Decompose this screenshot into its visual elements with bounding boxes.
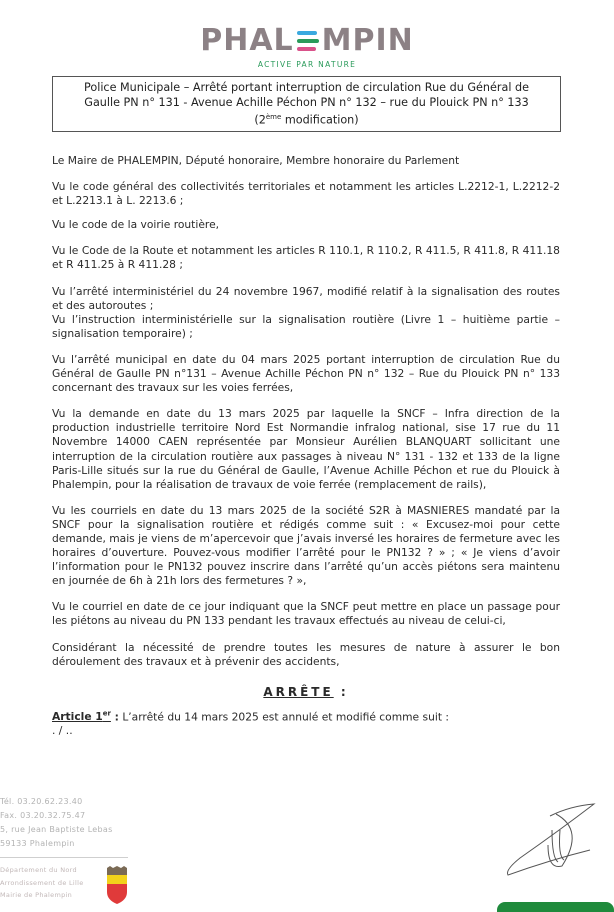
article-1-label: Article 1er: [52, 709, 111, 724]
document-body: [52, 154, 560, 739]
paragraph-arrete-1967: Vu l’arrêté interministériel du 24 novembre 1967, modifié relatif à la signalisation des routes et des autoroutes ;: [52, 284, 560, 312]
paragraph-instruction: Vu l’instruction interministérielle sur la signalisation routière (Livre 1 – huitième partie – signalisation temporaire) ;: [52, 312, 560, 340]
continuation-mark: . / ..: [52, 724, 73, 738]
footer-mairie: Mairie de Phalempin: [0, 891, 73, 899]
paragraph-voirie: Vu le code de la voirie routière,: [52, 218, 220, 232]
logo-left: PHAL: [200, 23, 294, 58]
paragraph-cgct: Vu le code général des collectivités territoriales et notamment les articles L.2212-1, L.2212-2 et L.2213.1 à L. 2213.6 ;: [52, 180, 560, 208]
footer-departement: Département du Nord: [0, 866, 77, 874]
article-1-text: L’arrêté du 14 mars 2025 est annulé et modifié comme suit :: [118, 710, 450, 724]
footer-arrondissement: Arrondissement de Lille: [0, 878, 84, 887]
title-line-3: (2ème modification): [254, 113, 359, 127]
footer-address: 5, rue Jean Baptiste Lebas: [0, 825, 113, 834]
arrete-heading: ARRÊTE :: [263, 684, 349, 699]
document-title-box: [52, 76, 561, 132]
signature: [490, 800, 614, 890]
article-1: Article 1er : L’arrêté du 14 mars 2025 est annulé et modifié comme suit :: [52, 709, 450, 724]
footer-fax: Fax. 03.20.32.75.47: [0, 811, 86, 820]
green-stamp-bar: [497, 902, 614, 912]
title-line-1: Police Municipale – Arrêté portant interruption de circulation Rue du Général de: [84, 81, 529, 94]
logo-tagline: ACTIVE PAR NATURE: [257, 60, 357, 69]
footer-city: 59133 Phalempin: [0, 839, 75, 848]
paragraph-considerant: Considérant la nécessité de prendre toutes les mesures de nature à assurer le bon déroulement des travaux et à prévenir des accidents,: [52, 640, 560, 668]
mayor-line: Le Maire de PHALEMPIN, Député honoraire, Membre honoraire du Parlement: [52, 154, 460, 167]
paragraph-code-route: Vu le Code de la Route et notamment les articles R 110.1, R 110.2, R 411.5, R 411.8, R 411.18 et R 411.25 à R 411.28 ;: [52, 244, 560, 272]
title-line-2: Gaulle PN n° 131 - Avenue Achille Péchon PN n° 132 – rue du Plouick PN n° 133: [84, 96, 529, 109]
paragraph-demande-sncf: Vu la demande en date du 13 mars 2025 par laquelle la SNCF – Infra direction de la production industrielle territoire Nord Est Normandie infralog national, sise 17 rue du 11 Novembre 14000 CAEN représentée par Monsieur Aurélien BLANQUART sollicitant une interruption de la circulation routière aux passages à niveau N° 131 - 132 et 133 de la ligne Paris-Lille situés sur la rue du Général de Gaulle, l’Avenue Achille Péchon et rue du Plouick à Phalempin, pour la réalisation de travaux de voie ferrée (remplacement de rails),: [52, 407, 560, 491]
paragraph-courriels-s2r: Vu les courriels en date du 13 mars 2025 de la société S2R à MASNIERES mandaté par la SNCF pour la signalisation routière et rédigés comme suit : « Excusez-moi pour cette demande, mais je viens de m’apercevoir que j’avais inversé les horaires de fermeture avec les horaires d’ouverture. Pouvez-vous modifier l’arrêté pour le PN132 ? » ; « Je viens d’avoir l’information pour le PN132 pouvez inscrire dans l’arrêté qu’un accès piétons sera maintenu en journée de 6h à 21h lors des fermetures ? »,: [52, 503, 560, 588]
footer-tel: Tél. 03.20.62.23.40: [0, 797, 83, 806]
paragraph-arrete-municipal: Vu l’arrêté municipal en date du 04 mars 2025 portant interruption de circulation Rue du Général de Gaulle PN n°131 – Avenue Achille Péchon PN n° 132 – Rue du Plouick PN n° 133 concernant des travaux sur les voies ferrées,: [52, 352, 560, 395]
paragraph-courriel-pn133: Vu le courriel en date de ce jour indiquant que la SNCF peut mettre en place un passage pour les piétons au niveau du PN 133 pendant les travaux effectués au niveau de celui-ci,: [52, 600, 560, 628]
logo-right: MPIN: [321, 23, 414, 58]
logo-e-stripes-icon: [297, 29, 319, 53]
footer-divider: [0, 857, 128, 858]
phalempin-logo: [0, 24, 614, 69]
logo-wordmark: [200, 24, 414, 58]
coat-of-arms-icon: [104, 866, 130, 904]
